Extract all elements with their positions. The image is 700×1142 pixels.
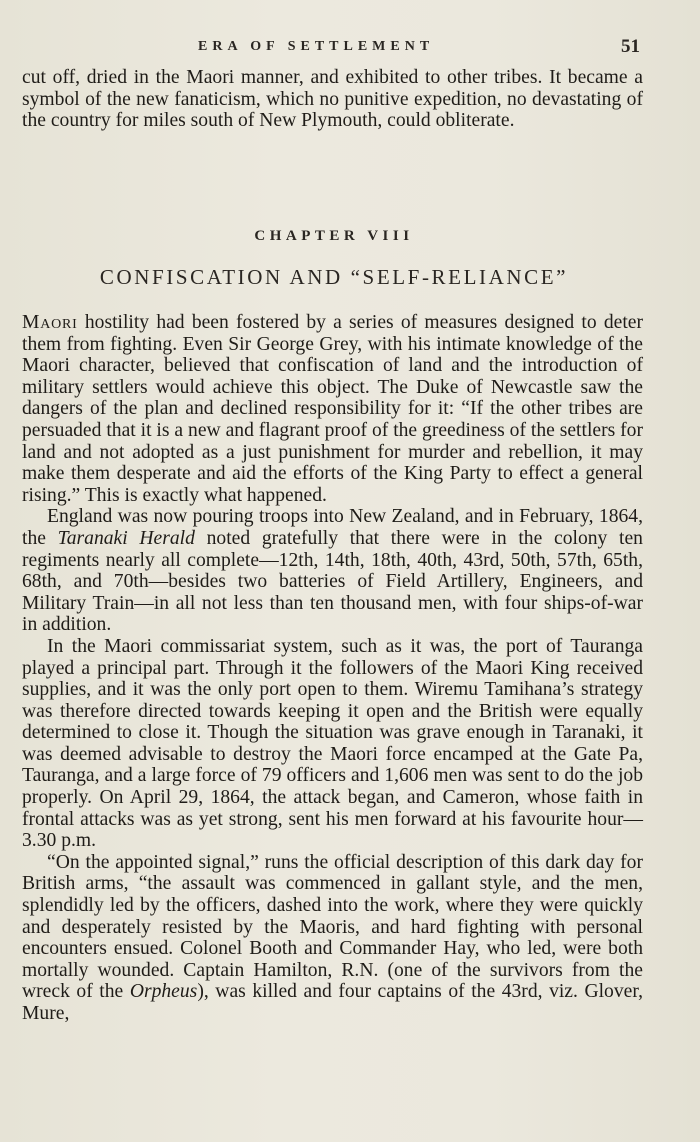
paragraph-4 — [22, 852, 643, 1025]
paragraph-2-text-a: England was now pouring troops into New Zealand, and in February, 1864, the — [22, 506, 643, 549]
ship-name: Orpheus — [129, 981, 198, 1003]
continued-paragraph-block — [22, 67, 643, 132]
paragraph-1 — [22, 312, 643, 506]
paragraph-1-text: hostility had been fostered by a series of measures designed to deter them from fighting. Even Sir George Grey, with his intimate knowledge of the Maori character, believed that confiscation of land and the introduction of military settlers would achieve this object. The Duke of Newcastle saw the dangers of the plan and declined responsibility for it: “If the other tribes are persuaded that it is a new and flagrant proof of the greediness of the settlers for land and not adopted as a just punishment for murder and rebellion, it may make them desperate and aid the efforts of the King Party to effect a general rising.” This is exactly what happened. — [22, 312, 643, 506]
paragraph-4-text-a: “On the appointed signal,” runs the official description of this dark day for British arms, “the assault was commenced in gallant style, and the men, splendidly led by the officers, dashed into the work, where they were quickly and desperately resisted by the Maoris, and hard fighting with personal encounters ensued. Colonel Booth and Commander Hay, who led, were both mortally wounded. Captain Hamilton, R.N. (one of the survivors from the wreck of the — [22, 851, 643, 1003]
chapter-label: CHAPTER VIII — [254, 228, 414, 244]
paragraph-2 — [22, 506, 643, 636]
continued-paragraph: cut off, dried in the Maori manner, and exhibited to other tribes. It became a symbol of the new fanaticism, which no punitive expedition, no devastating of the country for miles south of New Plymouth, could obliterate. — [22, 67, 643, 132]
paragraph-2-text-b: noted gratefully that there were in the colony ten regiments nearly all complete—12th, 14th, 18th, 40th, 43rd, 50th, 57th, 65th, 68th, and 70th—besides two batteries of Field Artillery, Engineers, and Military Train—in all not less than ten thousand men, with four ships-of-war in addition. — [22, 527, 643, 636]
chapter-title: CONFISCATION AND “SELF-RELIANCE” — [99, 265, 569, 289]
running-header — [0, 36, 700, 60]
paragraph-4-text-b: ), was killed and four captains of the 43rd, viz. Glover, Mure, — [22, 981, 643, 1024]
running-title: ERA OF SETTLEMENT — [198, 39, 435, 54]
page-number: 51 — [621, 36, 640, 57]
chapter-body — [22, 312, 643, 1025]
newspaper-title: Taranaki Herald — [57, 527, 195, 549]
paragraph-lead-word: Maori — [22, 312, 78, 333]
paragraph-3: In the Maori commissariat system, such as it was, the port of Tauranga played a principal part. Through it the followers of the Maori King received supplies, and it was the only port open to them. Wiremu Tamihana’s strategy was therefore directed towards keeping it open and the British were equally determined to close it. Though the situation was grave enough in Taranaki, it was deemed advisable to destroy the Maori force encamped at the Gate Pa, Tauranga, and a large force of 79 officers and 1,606 men was sent to do the job properly. On April 29, 1864, the attack began, and Cameron, whose faith in frontal attacks was as yet strong, sent his men forward at his favourite hour—3.30 p.m. — [22, 635, 643, 852]
